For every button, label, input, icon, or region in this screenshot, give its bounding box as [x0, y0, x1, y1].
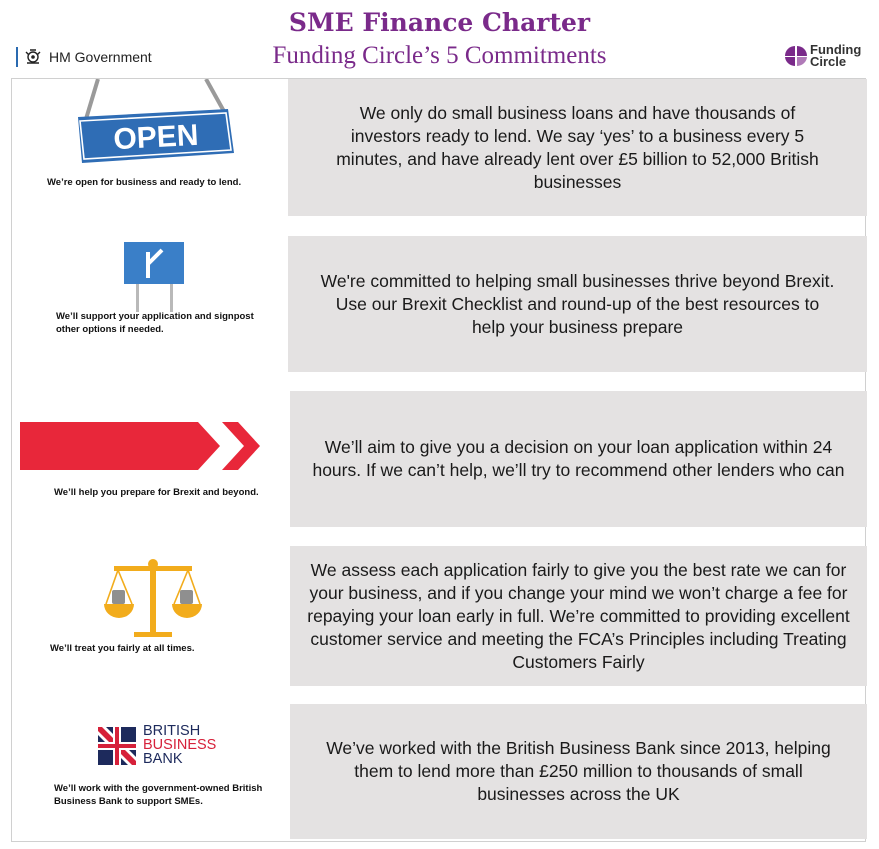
- page-title: SME Finance Charter: [288, 8, 591, 37]
- royal-crest-icon: [23, 48, 43, 66]
- commitment-4-panel: [290, 546, 867, 686]
- commitment-row-4: [12, 546, 867, 686]
- bank-logo-line1: BRITISH: [143, 723, 201, 739]
- commitment-1-text: We only do small business loans and have thousands of investors ready to lend. We say ‘yes’ to a business every 5 minutes, and have already lent over £5 billion to 52,000 British businesses: [336, 102, 819, 192]
- funding-circle-logo: [784, 44, 861, 68]
- british-business-bank-logo: [143, 724, 216, 766]
- commitment-3-panel: [290, 391, 867, 527]
- commitment-1-panel: [288, 79, 867, 216]
- commitment-2-text: We're committed to helping small businesses thrive beyond Brexit. Use our Brexit Checklist and round-up of the best resources to help your business prepare: [320, 270, 835, 337]
- commitment-3-text: We’ll aim to give you a decision on your loan application within 24 hours. If we can’t help, we’ll try to recommend other lenders who can: [312, 437, 845, 480]
- commitment-2-caption: We’ll support your application and signpost other options if needed.: [56, 311, 254, 335]
- commitment-4-text: We assess each application fairly to give you the best rate we can for your business, and if you change your mind we won’t charge a fee for repaying your loan early in full. We’re committed to providing excellent customer service and meeting the FCA’s Principles including Treating Customers Fairly: [307, 559, 850, 672]
- commitment-row-1: [12, 79, 867, 216]
- union-flag-icon: [98, 727, 136, 765]
- commitment-5-panel: [290, 704, 867, 839]
- commitment-row-2: [12, 236, 867, 372]
- open-sign-text: OPEN: [112, 118, 200, 157]
- forward-arrow-icon: [20, 422, 262, 470]
- signpost-icon: [124, 242, 186, 312]
- commitment-5-caption: We’ll work with the government-owned British Business Bank to support SMEs.: [54, 783, 263, 807]
- commitment-row-3: [12, 391, 867, 527]
- logo-divider: [16, 47, 18, 67]
- commitment-1-caption: We’re open for business and ready to lend.: [47, 177, 242, 188]
- commitment-3-illustration: [12, 391, 288, 527]
- funding-circle-mark-icon: [784, 45, 808, 67]
- open-sign-icon: [76, 79, 236, 167]
- commitment-4-illustration: [12, 546, 288, 686]
- hm-government-logo: [16, 47, 152, 67]
- commitment-2-illustration: [12, 236, 288, 372]
- commitment-2-panel: [288, 236, 867, 372]
- commitment-5-text: We’ve worked with the British Business Bank since 2013, helping them to lend more than £250 million to thousands of small businesses across the UK: [326, 738, 831, 804]
- commitment-3-caption: We’ll help you prepare for Brexit and beyond.: [54, 487, 259, 498]
- funding-circle-line1: Funding: [810, 42, 862, 57]
- page-subtitle: Funding Circle’s 5 Commitments: [272, 42, 607, 69]
- header: [0, 0, 879, 78]
- funding-circle-line2: Circle: [810, 54, 847, 69]
- commitment-row-5: [12, 704, 867, 839]
- commitment-1-illustration: [12, 79, 288, 216]
- bank-logo-line3: BANK: [143, 751, 183, 767]
- commitment-5-illustration: [12, 704, 288, 839]
- commitment-4-caption: We’ll treat you fairly at all times.: [50, 643, 195, 654]
- scales-icon: [104, 558, 202, 638]
- hm-government-text: HM Government: [49, 49, 152, 65]
- bank-logo-line2: BUSINESS: [143, 737, 217, 753]
